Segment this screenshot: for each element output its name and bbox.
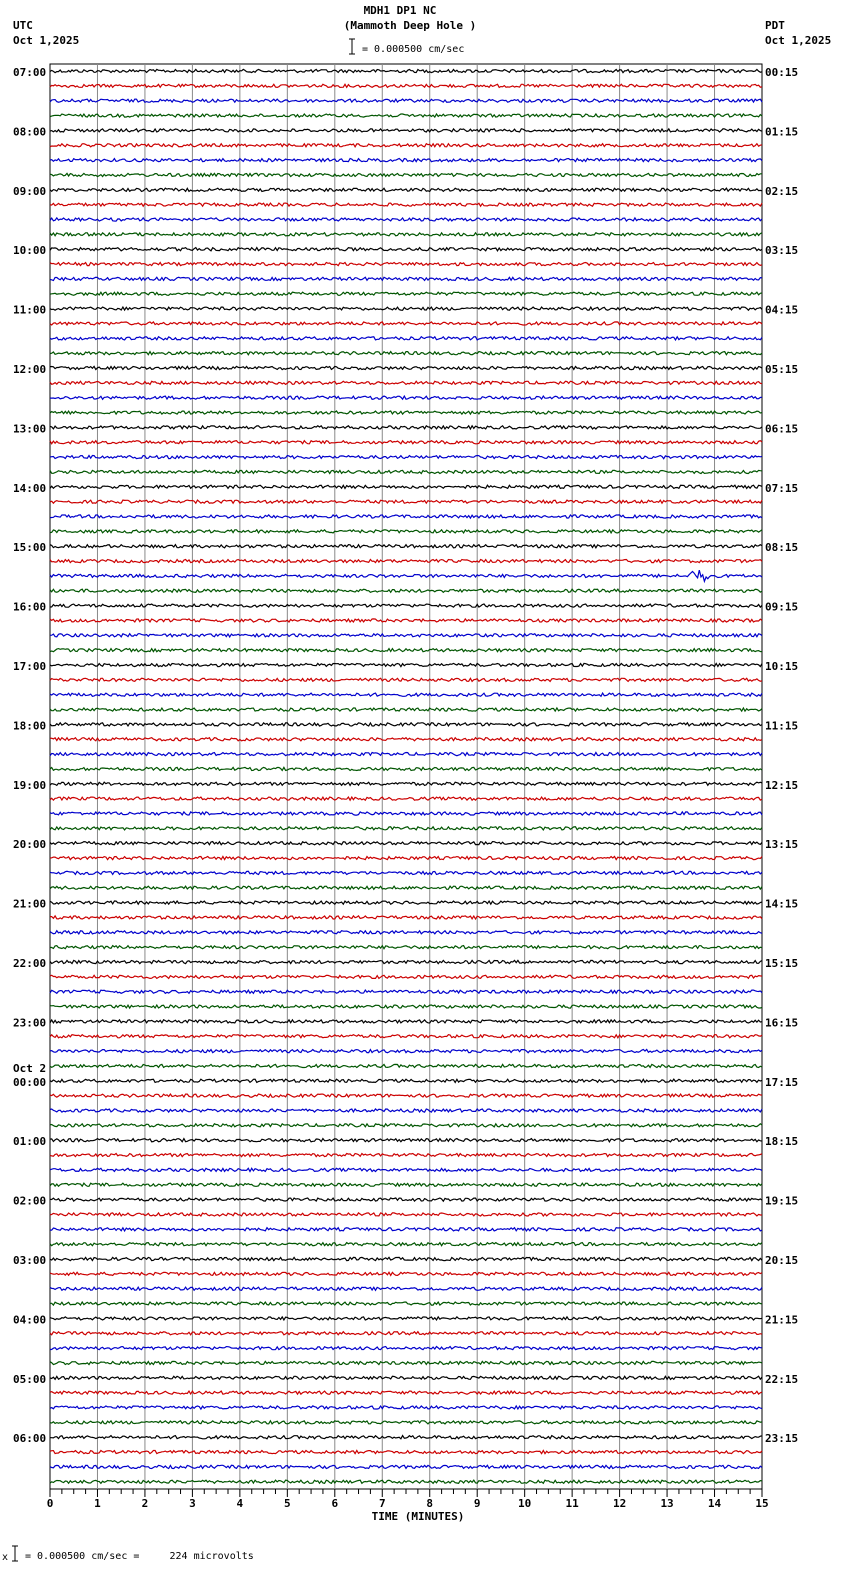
seismic-trace <box>50 1465 762 1468</box>
x-tick-label: 2 <box>141 1497 149 1510</box>
seismic-trace <box>50 188 762 191</box>
seismic-trace <box>50 99 762 102</box>
scale-label: = 0.000500 cm/sec <box>362 44 465 55</box>
seismic-trace <box>50 292 762 295</box>
x-tick-label: 9 <box>473 1497 481 1510</box>
seismic-trace <box>50 263 762 266</box>
seismic-trace <box>50 1079 762 1082</box>
x-tick-label: 11 <box>565 1497 579 1510</box>
utc-hour-label: 15:00 <box>13 541 47 555</box>
pdt-hour-label: 19:15 <box>765 1194 799 1208</box>
seismic-trace <box>50 1302 762 1305</box>
seismic-trace <box>50 203 762 206</box>
utc-hour-label: 00:00 <box>13 1075 47 1089</box>
pdt-hour-label: 08:15 <box>765 541 799 555</box>
seismic-trace <box>50 1035 762 1038</box>
left-date: Oct 1,2025 <box>13 34 80 47</box>
pdt-hour-label: 20:15 <box>765 1254 799 1267</box>
footer-scale-bar-icon <box>10 1545 20 1563</box>
seismic-trace <box>50 708 762 711</box>
seismic-trace <box>50 842 762 845</box>
seismic-trace <box>50 782 762 785</box>
seismic-trace <box>50 233 762 236</box>
x-tick-label: 15 <box>755 1497 769 1510</box>
seismic-trace <box>50 857 762 860</box>
right-timezone: PDT <box>765 19 785 32</box>
seismic-trace <box>50 337 762 340</box>
seismic-trace <box>50 173 762 176</box>
site-title: (Mammoth Deep Hole ) <box>343 19 477 32</box>
pdt-hour-label: 12:15 <box>765 778 799 792</box>
seismic-trace <box>50 485 762 488</box>
utc-hour-label: 18:00 <box>13 719 47 733</box>
utc-hour-label: 16:00 <box>13 600 47 614</box>
seismic-trace <box>50 753 762 756</box>
pdt-hour-label: 10:15 <box>765 660 799 673</box>
seismic-trace <box>50 619 762 622</box>
seismic-trace <box>50 693 762 696</box>
seismic-trace <box>50 1183 762 1186</box>
seismic-trace <box>50 1050 762 1053</box>
seismic-trace <box>50 1317 762 1320</box>
seismic-trace <box>50 1094 762 1097</box>
seismic-trace <box>50 901 762 904</box>
seismic-trace <box>50 515 762 518</box>
date-change-label: Oct 2 <box>13 1061 47 1075</box>
utc-hour-label: 14:00 <box>13 481 47 495</box>
seismic-trace <box>50 1272 762 1275</box>
seismic-trace <box>50 1124 762 1127</box>
seismic-trace <box>50 1228 762 1231</box>
left-timezone: UTC <box>13 19 33 32</box>
seismic-trace <box>50 589 762 592</box>
utc-hour-label: 20:00 <box>13 838 47 852</box>
seismic-trace <box>50 649 762 652</box>
seismic-trace <box>50 1347 762 1350</box>
seismic-trace <box>50 570 762 581</box>
x-tick-label: 1 <box>94 1497 101 1510</box>
x-tick-label: 5 <box>284 1497 291 1510</box>
utc-hour-label: 21:00 <box>13 897 47 911</box>
seismic-trace <box>50 69 762 72</box>
seismic-trace <box>50 916 762 919</box>
right-date: Oct 1,2025 <box>765 34 832 47</box>
pdt-hour-label: 00:15 <box>765 66 799 79</box>
seismic-trace <box>50 396 762 399</box>
x-tick-label: 10 <box>518 1497 532 1510</box>
pdt-hour-label: 11:15 <box>765 719 799 733</box>
seismic-trace <box>50 738 762 741</box>
utc-hour-label: 13:00 <box>13 422 47 436</box>
seismic-trace <box>50 426 762 429</box>
x-tick-label: 4 <box>236 1497 244 1510</box>
x-tick-label: 3 <box>189 1497 196 1510</box>
seismic-trace <box>50 1361 762 1364</box>
utc-hour-label: 23:00 <box>13 1016 47 1030</box>
pdt-hour-label: 18:15 <box>765 1135 799 1149</box>
x-axis-label: TIME (MINUTES) <box>371 1510 465 1523</box>
seismic-trace <box>50 886 762 889</box>
pdt-hour-label: 05:15 <box>765 363 799 376</box>
station-title: MDH1 DP1 NC <box>363 4 437 17</box>
seismic-trace <box>50 1243 762 1246</box>
seismic-trace <box>50 975 762 978</box>
seismic-trace <box>50 871 762 874</box>
seismic-trace <box>50 456 762 459</box>
seismic-trace <box>50 960 762 963</box>
seismic-trace <box>50 1436 762 1439</box>
x-tick-label: 14 <box>707 1497 722 1510</box>
seismic-trace <box>50 1332 762 1335</box>
utc-hour-label: 04:00 <box>13 1313 47 1327</box>
pdt-hour-label: 16:15 <box>765 1016 799 1030</box>
seismic-trace <box>50 307 762 310</box>
seismic-trace <box>50 500 762 503</box>
seismic-trace <box>50 1139 762 1142</box>
seismic-trace <box>50 114 762 117</box>
pdt-hour-label: 03:15 <box>765 244 799 258</box>
x-tick-label: 6 <box>331 1497 339 1510</box>
seismic-trace <box>50 990 762 993</box>
seismic-trace <box>50 812 762 815</box>
utc-hour-label: 07:00 <box>13 66 47 79</box>
pdt-hour-label: 22:15 <box>765 1372 799 1386</box>
seismic-trace <box>50 144 762 147</box>
seismic-trace <box>50 277 762 280</box>
seismic-trace <box>50 723 762 726</box>
x-tick-label: 12 <box>612 1497 627 1510</box>
footer-mark: x <box>2 1552 9 1563</box>
seismic-trace <box>50 545 762 548</box>
pdt-hour-label: 14:15 <box>765 897 799 911</box>
seismic-trace <box>50 470 762 473</box>
seismic-trace <box>50 1391 762 1394</box>
utc-hour-label: 05:00 <box>13 1372 47 1386</box>
seismic-trace <box>50 381 762 384</box>
seismic-trace <box>50 84 762 87</box>
seismic-trace <box>50 634 762 637</box>
seismic-trace <box>50 1421 762 1424</box>
utc-hour-label: 02:00 <box>13 1194 47 1208</box>
utc-hour-label: 22:00 <box>13 957 47 970</box>
utc-hour-label: 01:00 <box>13 1135 47 1149</box>
x-tick-label: 0 <box>46 1497 54 1510</box>
utc-hour-label: 10:00 <box>13 244 47 258</box>
seismic-trace <box>50 411 762 414</box>
utc-hour-label: 19:00 <box>13 778 47 792</box>
seismic-trace <box>50 604 762 607</box>
seismic-trace <box>50 1154 762 1157</box>
seismic-trace <box>50 159 762 162</box>
seismic-trace <box>50 129 762 132</box>
seismic-trace <box>50 767 762 770</box>
utc-hour-label: 17:00 <box>13 660 47 673</box>
seismic-trace <box>50 797 762 800</box>
pdt-hour-label: 06:15 <box>765 422 799 436</box>
seismic-trace <box>50 560 762 563</box>
pdt-hour-label: 21:15 <box>765 1313 799 1327</box>
pdt-hour-label: 07:15 <box>765 481 799 495</box>
utc-hour-label: 03:00 <box>13 1254 47 1267</box>
seismic-trace <box>50 1451 762 1454</box>
seismic-trace <box>50 1213 762 1216</box>
seismic-trace <box>50 441 762 444</box>
seismic-trace <box>50 366 762 369</box>
pdt-hour-label: 01:15 <box>765 125 799 139</box>
seismic-trace <box>50 1287 762 1290</box>
seismic-trace <box>50 218 762 221</box>
seismic-trace <box>50 352 762 355</box>
utc-hour-label: 12:00 <box>13 363 47 376</box>
utc-hour-label: 08:00 <box>13 125 47 139</box>
seismic-trace <box>50 1198 762 1201</box>
seismic-trace <box>50 1480 762 1483</box>
seismic-trace <box>50 1005 762 1008</box>
pdt-hour-label: 23:15 <box>765 1432 799 1446</box>
pdt-hour-label: 09:15 <box>765 600 799 614</box>
seismic-trace <box>50 1020 762 1023</box>
pdt-hour-label: 04:15 <box>765 303 799 317</box>
pdt-hour-label: 13:15 <box>765 838 799 852</box>
pdt-hour-label: 15:15 <box>765 957 799 970</box>
utc-hour-label: 11:00 <box>13 303 47 317</box>
seismic-trace <box>50 1406 762 1409</box>
seismic-trace <box>50 248 762 251</box>
pdt-hour-label: 02:15 <box>765 184 799 198</box>
seismic-trace <box>50 1257 762 1260</box>
seismic-trace <box>50 322 762 325</box>
footer-scale-label: = 0.000500 cm/sec = 224 microvolts <box>25 1551 254 1562</box>
seismic-trace <box>50 678 762 681</box>
seismic-trace <box>50 530 762 533</box>
seismic-trace <box>50 1168 762 1171</box>
seismic-trace <box>50 931 762 934</box>
seismic-trace <box>50 1376 762 1379</box>
utc-hour-label: 09:00 <box>13 184 47 198</box>
seismic-trace <box>50 827 762 830</box>
seismic-trace <box>50 946 762 949</box>
seismic-trace <box>50 1064 762 1067</box>
x-tick-label: 7 <box>378 1497 386 1510</box>
x-tick-label: 8 <box>426 1497 434 1510</box>
pdt-hour-label: 17:15 <box>765 1075 799 1089</box>
seismic-trace <box>50 1109 762 1112</box>
x-tick-label: 13 <box>660 1497 674 1510</box>
seismic-trace <box>50 663 762 666</box>
utc-hour-label: 06:00 <box>13 1432 47 1446</box>
